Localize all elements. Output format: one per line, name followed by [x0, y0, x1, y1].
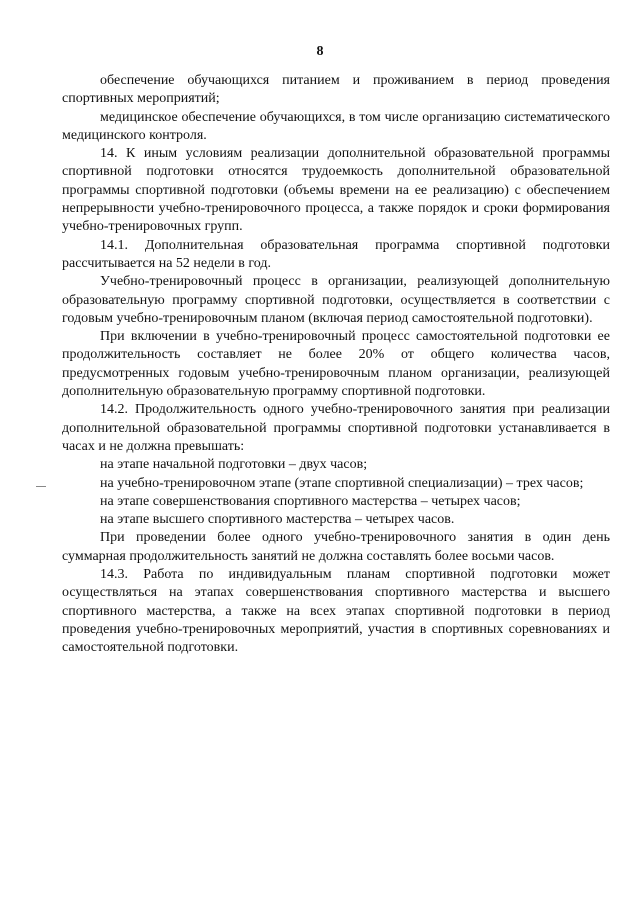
list-item-1: на этапе начальной подготовки – двух часов; [100, 457, 368, 473]
scan-mark [36, 486, 46, 487]
paragraph-3: 14. К иным условиям реализации дополнительной образовательной программы спортивной подготовки относятся трудоемкость дополнительной образовательной программы спортивной подготовки (объемы времени на ее реализацию) с обеспечением непрерывности учебно-тренировочного процесса, а также порядок и сроки формирования учебно-тренировочных групп. [62, 146, 610, 235]
paragraph-9: 14.3. Работа по индивидуальным планам спортивной подготовки может осуществляться на этапах совершенствования спортивного мастерства и высшего спортивного мастерства, а также на всех этапах спортивной подготовки в период проведения учебно-тренировочных мероприятий, участия в спортивных соревнованиях и самостоятельной подготовки. [62, 567, 610, 656]
paragraph-7: 14.2. Продолжительность одного учебно-тренировочного занятия при реализации дополнительной образовательной программы спортивной подготовки устанавливается в часах и не должна превышать: [62, 402, 610, 454]
paragraph-6: При включении в учебно-тренировочный процесс самостоятельной подготовки ее продолжительность составляет не более 20% от общего количества часов, предусмотренных годовым учебно-тренировочным планом организации, реализующей дополнительную образовательную программу спортивной подготовки. [62, 329, 610, 400]
document-body [62, 72, 610, 658]
list-item-4: на этапе высшего спортивного мастерства – четырех часов. [100, 512, 455, 528]
page-number: 8 [316, 44, 324, 59]
paragraph-4: 14.1. Дополнительная образовательная программа спортивной подготовки рассчитывается на 52 недели в год. [62, 237, 610, 271]
paragraph-1: обеспечение обучающихся питанием и проживанием в период проведения спортивных мероприятий; [62, 73, 610, 107]
paragraph-5: Учебно-тренировочный процесс в организации, реализующей дополнительную образовательную программу спортивной подготовки, осуществляется в соответствии с годовым учебно-тренировочным планом (включая период самостоятельной подготовки). [62, 274, 610, 326]
list-item-2: на учебно-тренировочном этапе (этапе спортивной специализации) – трех часов; [100, 475, 584, 491]
paragraph-2: медицинское обеспечение обучающихся, в том числе организацию систематического медицинского контроля. [62, 109, 610, 143]
paragraph-8: При проведении более одного учебно-тренировочного занятия в один день суммарная продолжительность занятий не должна составлять более восьми часов. [62, 530, 610, 564]
list-item-3: на этапе совершенствования спортивного мастерства – четырех часов; [100, 493, 521, 509]
